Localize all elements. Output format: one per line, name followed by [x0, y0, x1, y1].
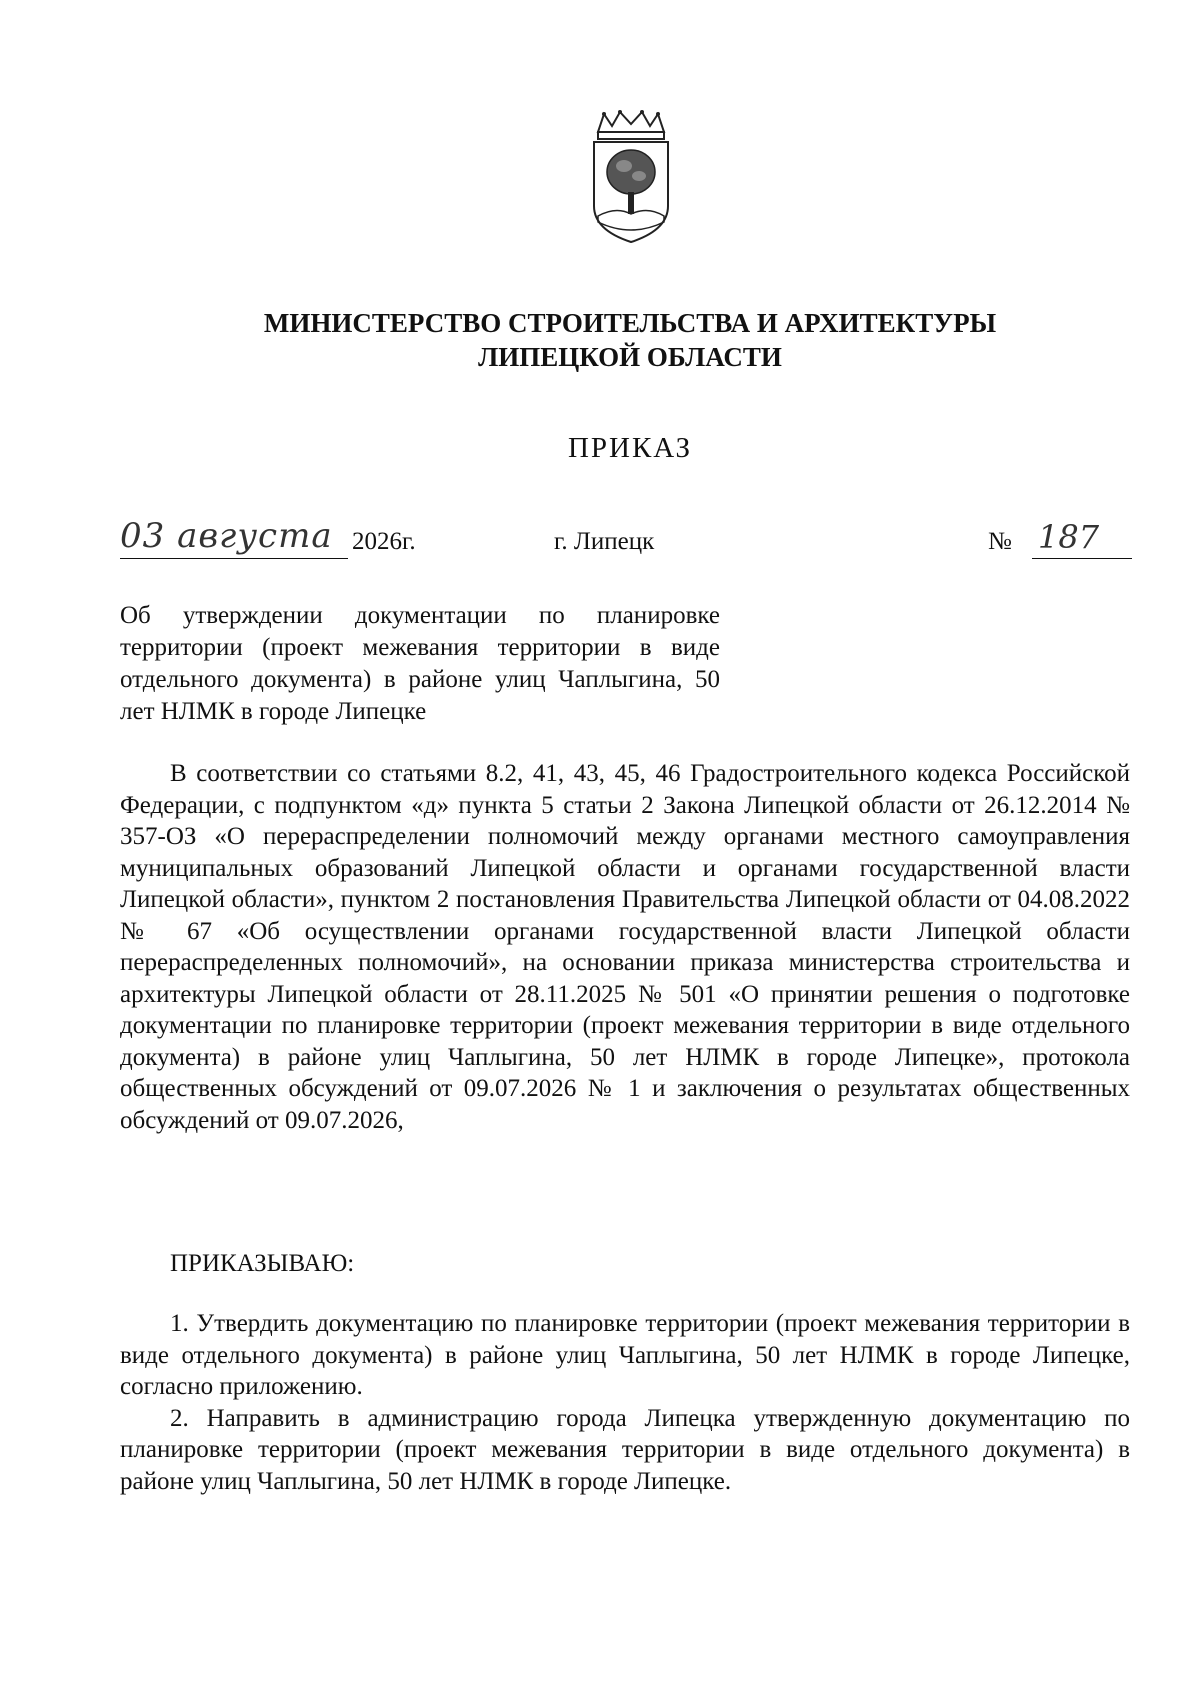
order-item: 2. Направить в администрацию города Липецка утвержденную документацию по планировке территории (проект межевания территории в виде отдельного документа) в районе улиц Чаплыгина, 50 лет НЛМК в городе Липецке. [120, 1404, 1130, 1495]
document-year: 2026г. [352, 528, 416, 555]
document-subject: Об утверждении документации по планировке территории (проект межевания территории в виде отдельного документа) в районе улиц Чаплыгина, 50 лет НЛМК в городе Липецке [120, 602, 720, 725]
document-type: ПРИКАЗ [567, 432, 693, 464]
preamble-text: В соответствии со статьями 8.2, 41, 43, 45, 46 Градостроительного кодекса Российской Федерации, с подпунктом «д» пункта 5 статьи 2 Закона Липецкой области от 26.12.2014 № 357-ОЗ «О перераспределении полномочий между органами местного самоуправления муниципальных образований Липецкой области и органами государственной власти Липецкой области», пунктом 2 постановления Правительства Липецкой области от 04.08.2022 № 67 «Об осуществлении органами государственной власти Липецкой области перераспределенных полномочий», на основании приказа министерства строительства и архитектуры Липецкой области от 28.11.2025 № 501 «О принятии решения о подготовке документации по планировке территории (проект межевания территории в виде отдельного документа) в районе улиц Чаплыгина, 50 лет НЛМК в городе Липецке», протокола общественных обсуждений от 09.07.2026 № 1 и заключения о результатах общественных обсуждений от 09.07.2026, [120, 760, 1130, 1134]
coat-of-arms-emblem [586, 110, 676, 246]
handwritten-date: 03 августа [120, 516, 333, 556]
ministry-title [150, 306, 1110, 374]
document-meta-row [120, 516, 1130, 572]
number-label: № [988, 528, 1012, 555]
ministry-title-line1: МИНИСТЕРСТВО СТРОИТЕЛЬСТВА И АРХИТЕКТУРЫ [263, 308, 997, 338]
order-item: 1. Утвердить документацию по планировке территории (проект межевания территории в виде отдельного документа) в районе улиц Чаплыгина, 50 лет НЛМК в городе Липецке, согласно приложению. [120, 1310, 1130, 1400]
ministry-title-line2: ЛИПЕЦКОЙ ОБЛАСТИ [478, 342, 782, 372]
order-items-list [120, 1308, 1130, 1497]
document-city: г. Липецк [554, 528, 655, 555]
handwritten-number: 187 [1038, 518, 1100, 556]
order-word: ПРИКАЗЫВАЮ: [170, 1250, 355, 1277]
